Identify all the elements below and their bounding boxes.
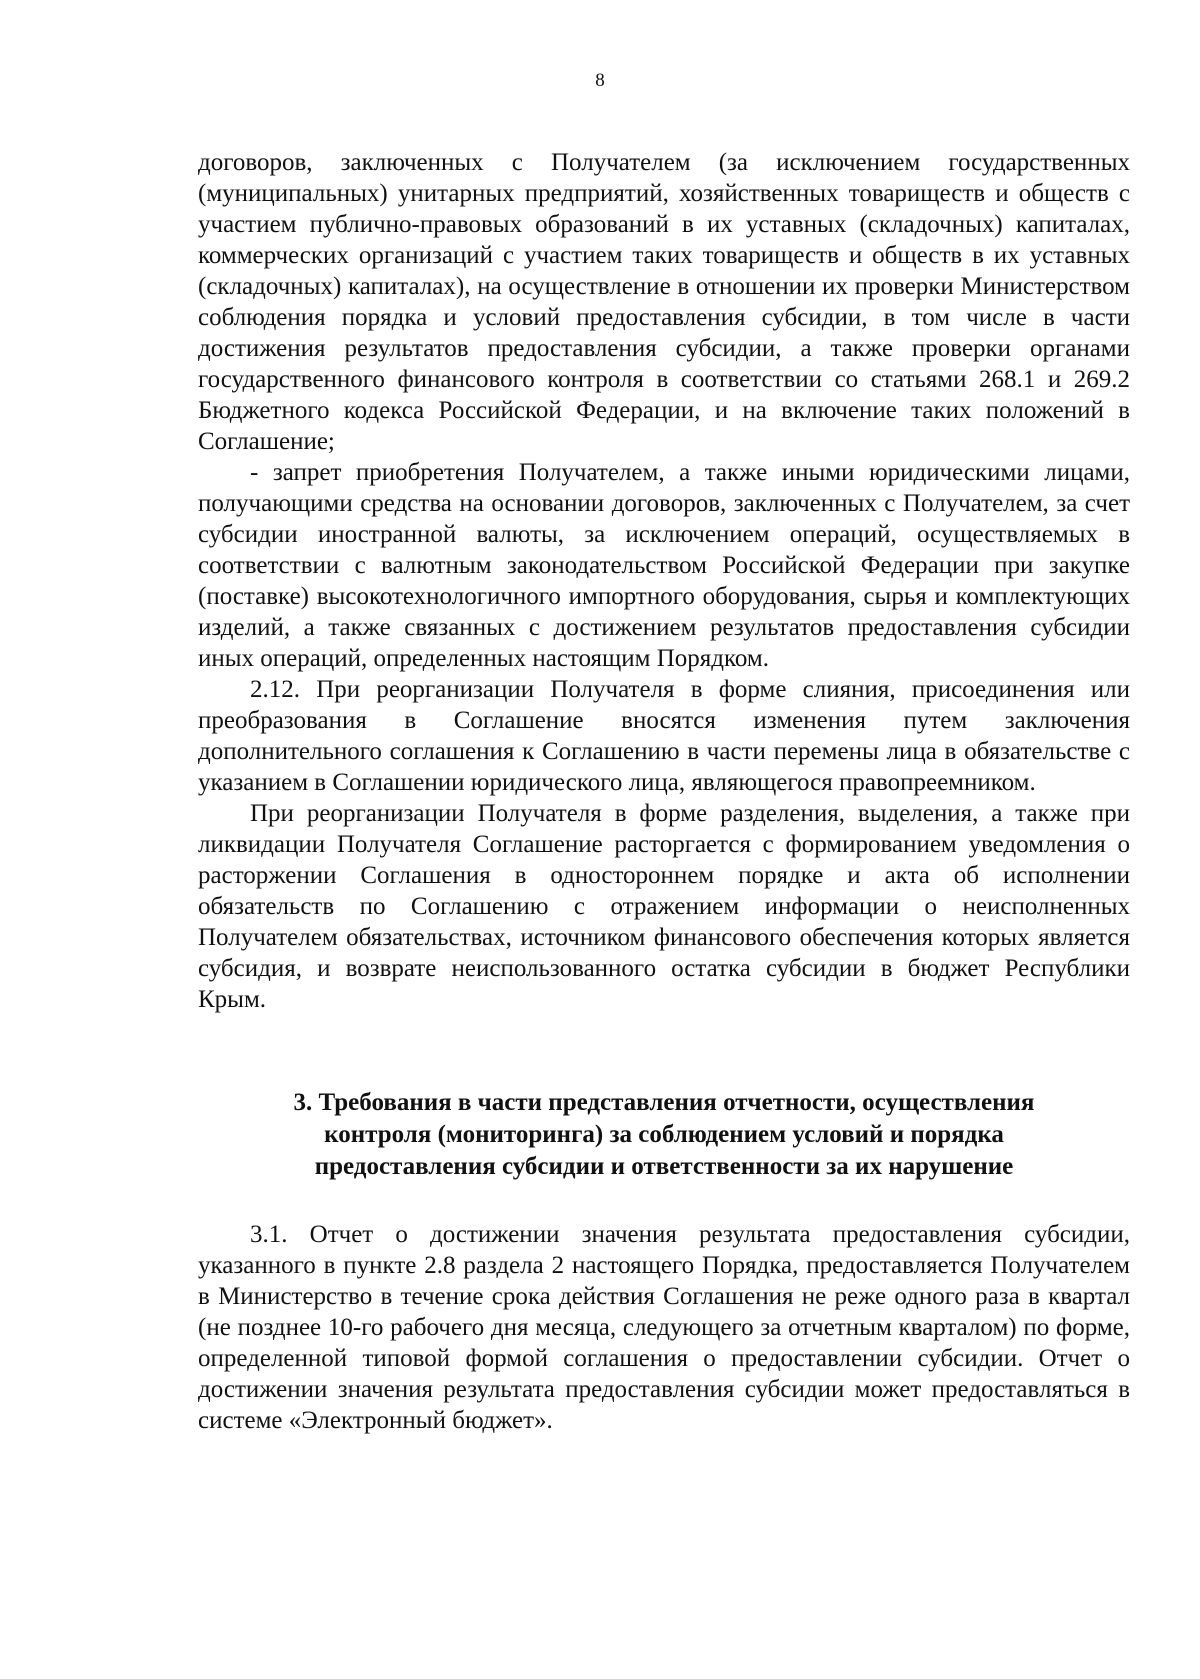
section-3-heading <box>198 1087 1130 1183</box>
section-3-heading-line: предоставления субсидии и ответственности за их нарушение <box>314 1153 1014 1180</box>
page-number: 8 <box>595 70 605 91</box>
paragraph-currency-ban: - запрет приобретения Получателем, а также иными юридическими лицами, получающими средства на основании договоров, заключенных с Получателем, за счет субсидии иностранной валюты, за исключением операций, осуществляемых в соответствии с валютным законодательством Российской Федерации при закупке (поставке) высокотехнологичного импортного оборудования, сырья и комплектующих изделий, а также связанных с достижением результатов предоставления субсидии иных операций, определенных настоящим Порядком. <box>198 459 1130 672</box>
section-3-heading-line: контроля (мониторинга) за соблюдением условий и порядка <box>324 1121 1004 1148</box>
paragraph-3-1: 3.1. Отчет о достижении значения результата предоставления субсидии, указанного в пункте 2.8 раздела 2 настоящего Порядка, предоставляется Получателем в Министерство в течение срока действия Соглашения не реже одного раза в квартал (не позднее 10-го рабочего дня месяца, следующего за отчетным кварталом) по форме, определенной типовой формой соглашения о предоставлении субсидии. Отчет о достижении значения результата предоставления субсидии может предоставляться в системе «Электронный бюджет». <box>198 1221 1130 1434</box>
paragraph-continuation: договоров, заключенных с Получателем (за исключением государственных (муниципальных) унитарных предприятий, хозяйственных товариществ и обществ с участием публично-правовых образований в их уставных (складочных) капиталах, коммерческих организаций с участием таких товариществ и обществ в их уставных (складочных) капиталах), на осуществление в отношении их проверки Министерством соблюдения порядка и условий предоставления субсидии, в том числе в части достижения результатов предоставления субсидии, а также проверки органами государственного финансового контроля в соответствии со статьями 268.1 и 269.2 Бюджетного кодекса Российской Федерации, и на включение таких положений в Соглашение; <box>198 149 1130 455</box>
paragraph-reorganization: При реорганизации Получателя в форме разделения, выделения, а также при ликвидации Получателя Соглашение расторгается с формированием уведомления о расторжении Соглашения в одностороннем порядке и акта об исполнении обязательств по Соглашению с отражением информации о неисполненных Получателем обязательствах, источником финансового обеспечения которых является субсидия, и возврате неиспользованного остатка субсидии в бюджет Республики Крым. <box>198 800 1130 1013</box>
section-3-heading-line: 3. Требования в части представления отчетности, осуществления <box>293 1089 1035 1116</box>
paragraph-2-12: 2.12. При реорганизации Получателя в форме слияния, присоединения или преобразования в Соглашение вносятся изменения путем заключения дополнительного соглашения к Соглашению в части перемены лица в обязательстве с указанием в Соглашении юридического лица, являющегося правопреемником. <box>198 676 1130 796</box>
document-body <box>198 147 1130 1436</box>
